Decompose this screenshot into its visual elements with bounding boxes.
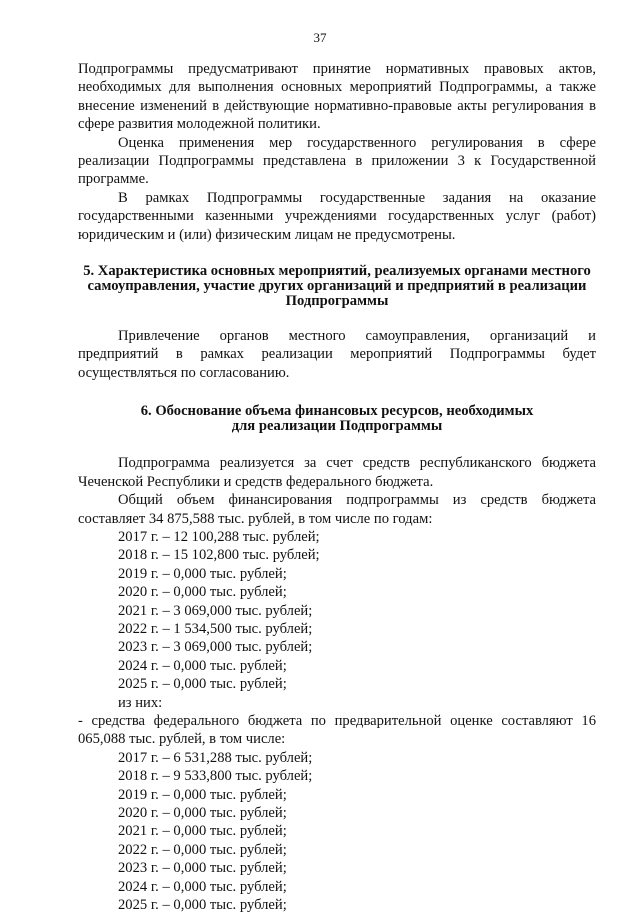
intro-paragraph-3: В рамках Подпрограммы государственные задания на оказание государственными казенными учреждениями государственных услуг (работ) юридическим и (или) физическим лицам не предусмотрены. (78, 189, 596, 243)
section-6-heading-line-2: для реализации Подпрограммы (231, 418, 443, 435)
list-item: 2022 г. – 1 534,500 тыс. рублей; (118, 620, 313, 637)
list-item: 2021 г. – 0,000 тыс. рублей; (118, 823, 287, 840)
list-item: 2024 г. – 0,000 тыс. рублей; (118, 657, 287, 674)
federal-funding-paragraph: - средства федерального бюджета по предварительной оценке составляют 16 065,088 тыс. рублей, в том числе: (78, 712, 596, 748)
list-item: 2023 г. – 0,000 тыс. рублей; (118, 860, 287, 877)
list-item: 2023 г. – 3 069,000 тыс. рублей; (118, 639, 313, 656)
list-item: 2022 г. – 0,000 тыс. рублей; (118, 841, 287, 858)
list-item: 2025 г. – 0,000 тыс. рублей; (118, 676, 287, 693)
list-item: 2018 г. – 9 533,800 тыс. рублей; (118, 768, 313, 785)
list-item: 2017 г. – 12 100,288 тыс. рублей; (118, 528, 320, 545)
page-number: 37 (313, 30, 327, 45)
intro-paragraph-1: Подпрограммы предусматривают принятие нормативных правовых актов, необходимых для выполнения основных мероприятий Подпрограммы, а также внесение изменений в действующие нормативно-правовые акты регулирования в сфере развития молодежной политики. (78, 61, 596, 133)
list-item: 2017 г. – 6 531,288 тыс. рублей; (118, 749, 313, 766)
page-content (78, 60, 596, 914)
list-item: 2025 г. – 0,000 тыс. рублей; (118, 897, 287, 914)
list-item: 2024 г. – 0,000 тыс. рублей; (118, 878, 287, 895)
list-item: 2018 г. – 15 102,800 тыс. рублей; (118, 547, 320, 564)
list-item: 2020 г. – 0,000 тыс. рублей; (118, 584, 287, 601)
list-item: 2019 г. – 0,000 тыс. рублей; (118, 786, 287, 803)
total-funding-list (78, 528, 596, 712)
section-6-paragraph-1: Подпрограмма реализуется за счет средств республиканского бюджета Чеченской Республики и средств федерального бюджета. (78, 455, 596, 490)
section-5-paragraph: Привлечение органов местного самоуправления, организаций и предприятий в рамках реализации мероприятий Подпрограммы будет осуществляться по согласованию. (78, 328, 596, 381)
federal-funding-list (78, 749, 596, 914)
section-5-heading: 5. Характеристика основных мероприятий, реализуемых органами местного самоуправления, участие других организаций и предприятий в реализации Подпрограммы (83, 263, 591, 310)
of-them-label: из них: (118, 694, 163, 711)
intro-paragraph-2: Оценка применения мер государственного регулирования в сфере реализации Подпрограммы представлена в приложении 3 к Государственной программе. (78, 134, 596, 188)
section-6-paragraph-2: Общий объем финансирования подпрограммы из средств бюджета составляет 34 875,588 тыс. рублей, в том числе по годам: (78, 492, 596, 527)
list-item: 2020 г. – 0,000 тыс. рублей; (118, 805, 287, 821)
section-6-heading-line-1: 6. Обоснование объема финансовых ресурсов, необходимых (140, 403, 534, 420)
list-item: 2021 г. – 3 069,000 тыс. рублей; (118, 602, 313, 619)
list-item: 2019 г. – 0,000 тыс. рублей; (118, 565, 287, 582)
section-6-heading (78, 404, 596, 434)
